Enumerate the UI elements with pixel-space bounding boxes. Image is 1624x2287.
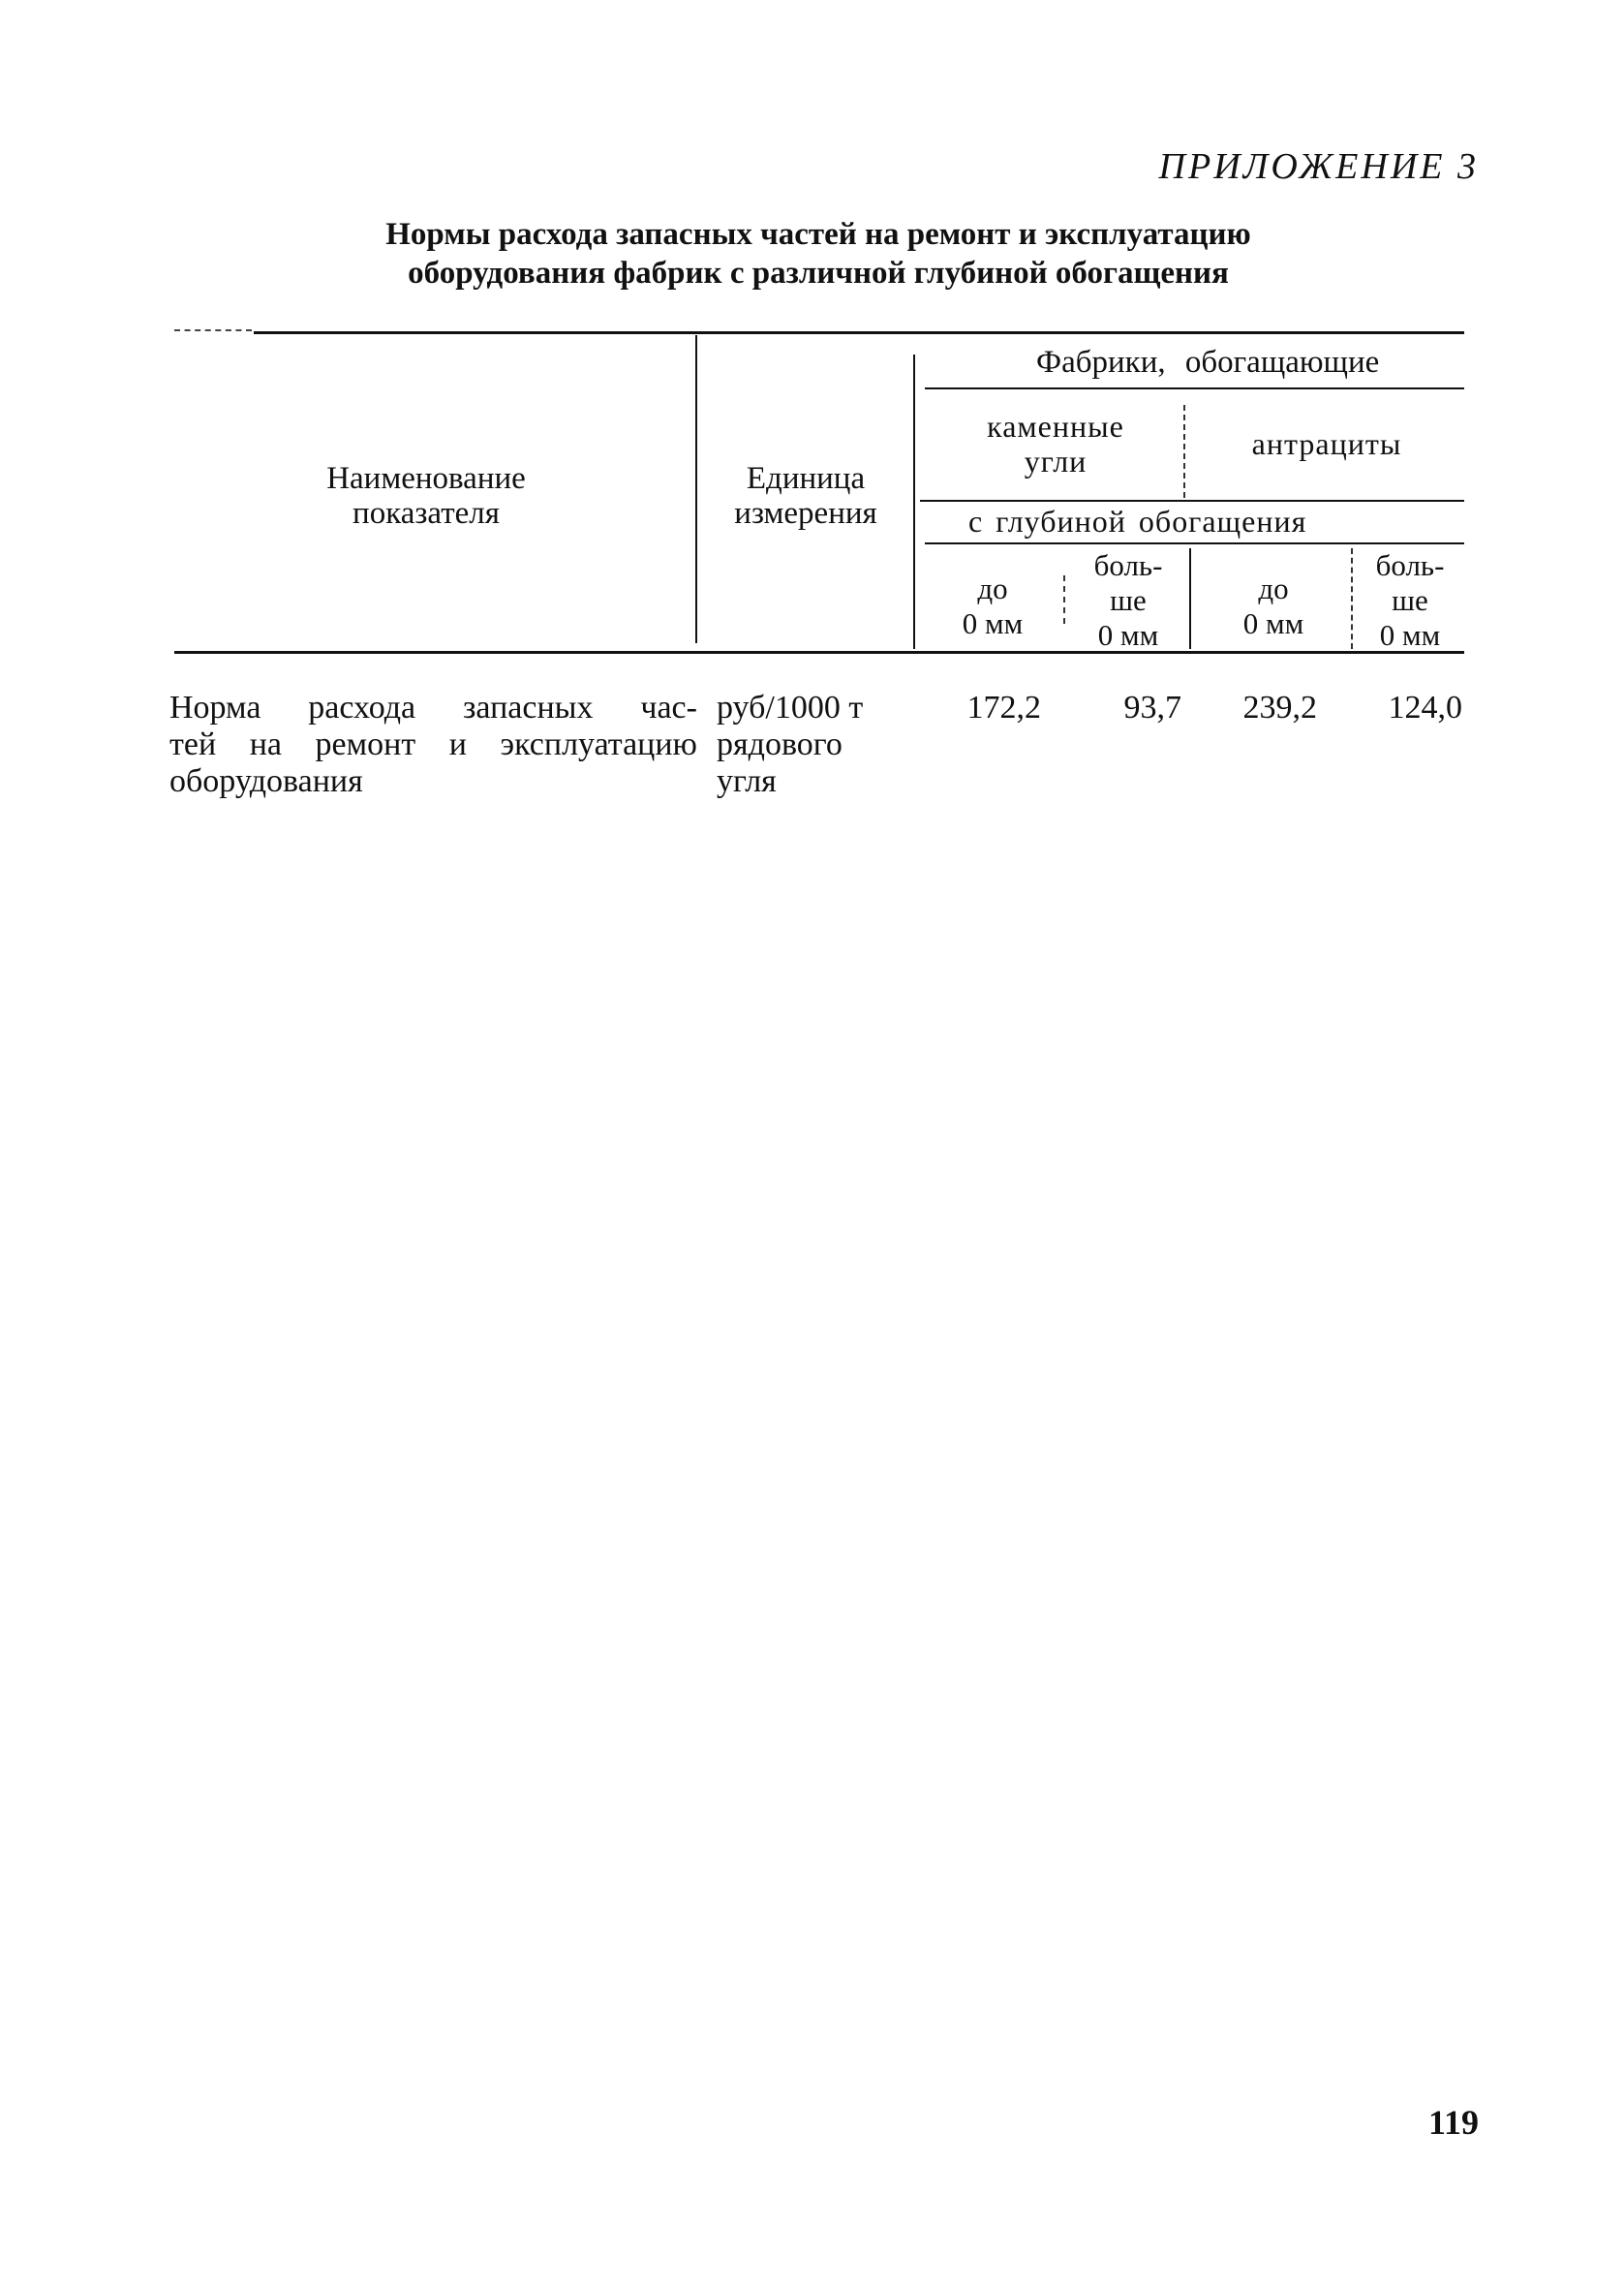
value-coal-up-to: 172,2 [966,690,1041,726]
row-label-line-3: оборудования [169,763,363,799]
row-unit: руб/1000 т рядового угля [717,690,864,799]
row-label [169,690,697,800]
factories-underline [925,387,1464,389]
header-coal-more-than: боль- ше 0 мм [1093,548,1163,652]
header-anthracite-up-to: до 0 мм [1242,572,1304,640]
document-title [174,215,1462,293]
table-top-dash-rule [174,329,252,331]
value-anthracite-more-than: 124,0 [1388,690,1462,726]
anthracite-subcolumn-divider [1351,548,1353,649]
header-depth: с глубиной обогащения [968,504,1307,539]
header-coal-up-to: до 0 мм [962,572,1024,640]
header-anthracite-more-than: боль- ше 0 мм [1375,548,1445,652]
value-coal-more-than: 93,7 [1123,690,1181,726]
table-top-rule [254,331,1464,334]
page-number: 119 [1427,2103,1479,2142]
title-line-2: оборудования фабрик с различной глубиной обогащения [408,256,1229,291]
row-label-line-2: тей на ремонт и эксплуатацию [169,726,697,762]
header-unit: Единица измерения [734,461,877,531]
coal-subcolumn-divider [1063,575,1065,624]
type-underline [920,500,1464,502]
coal-anthracite-divider [1183,405,1185,498]
title-line-1: Нормы расхода запасных частей на ремонт и эксплуатацию [385,217,1251,252]
column-divider-1 [695,335,697,643]
value-anthracite-up-to: 239,2 [1242,690,1317,726]
row-label-line-1: Норма расхода запасных час- [169,690,697,726]
header-bottom-rule [174,651,1464,654]
header-anthracite: антрациты [1251,426,1402,461]
depth-underline [925,542,1464,544]
coal-anthracite-subdivider [1189,548,1191,649]
header-indicator-name: Наименование показателя [326,461,526,531]
header-factories: Фабрики, обогащающие [1036,345,1380,380]
header-coal: каменные угли [987,409,1124,479]
appendix-label: ПРИЛОЖЕНИЕ 3 [1158,146,1479,187]
column-divider-2 [913,355,915,649]
